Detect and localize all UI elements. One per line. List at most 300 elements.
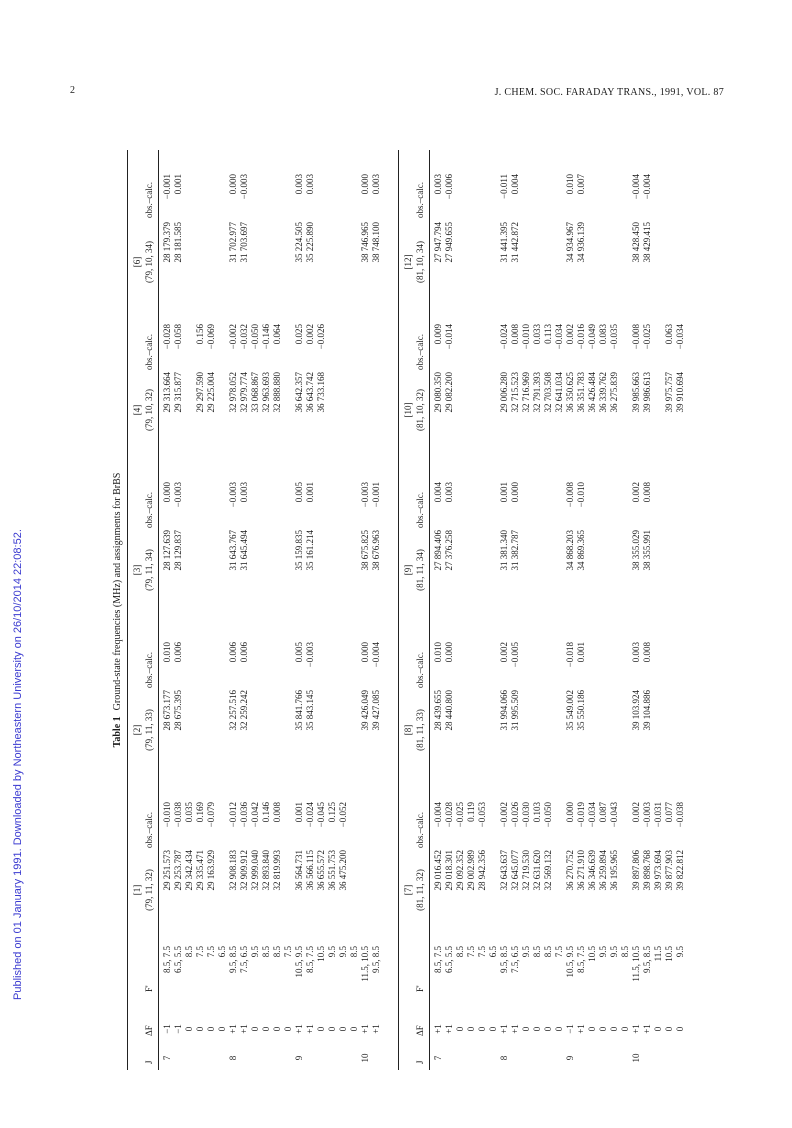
table-cell — [206, 1050, 217, 1066]
table-cell: 10 — [360, 1053, 370, 1063]
table-cell: +1 — [510, 1024, 520, 1034]
header-oc6: obs.–calc. — [144, 182, 154, 218]
table-caption — [112, 150, 123, 1070]
table-cell: 38 675.825 — [360, 530, 370, 571]
header-iso2-sub: (79, 11, 33) — [144, 709, 154, 751]
table-cell — [217, 530, 228, 610]
table-cell — [620, 530, 631, 610]
table-cell: 7.5 — [206, 946, 216, 958]
table-cell: 31 703.697 — [239, 222, 249, 263]
table-cell: −0.004 — [433, 802, 443, 828]
table-cell — [675, 222, 686, 302]
table-cell — [217, 372, 228, 450]
header-oc1: obs.–calc. — [144, 812, 154, 848]
table-cell: 0.006 — [173, 642, 183, 663]
table-cell: 8.5 — [261, 946, 271, 958]
table-cell — [653, 1050, 664, 1066]
table-cell: −0.038 — [675, 802, 685, 828]
table-cell — [455, 690, 466, 770]
table-cell: 0.001 — [173, 174, 183, 195]
table-cell — [360, 372, 371, 450]
header-j-b: J — [415, 1060, 425, 1064]
table-cell: 29 253.787 — [173, 850, 183, 891]
table-cell — [283, 530, 294, 610]
table-cell — [620, 850, 631, 930]
table-cell: 0.103 — [532, 802, 542, 823]
table-cell — [184, 690, 195, 770]
bottom-col-o7 — [433, 802, 686, 846]
table-cell: 29 016.452 — [433, 850, 443, 891]
top-col-o4 — [162, 324, 382, 368]
bottom-col-c8 — [433, 690, 686, 770]
table-cell — [250, 174, 261, 218]
table-cell: 39 898.768 — [642, 850, 652, 891]
table-cell: 35 159.835 — [294, 530, 304, 571]
table-cell: 36 564.731 — [294, 850, 304, 891]
table-cell — [653, 690, 664, 770]
table-cell — [543, 482, 554, 526]
table-cell — [543, 1050, 554, 1066]
table-cell: 36 270.752 — [565, 850, 575, 891]
table-cell — [521, 690, 532, 770]
table-cell: −0.043 — [609, 802, 619, 828]
table-cell: −1 — [173, 1024, 183, 1034]
table-cell: −0.010 — [162, 802, 172, 828]
table-cell — [664, 642, 675, 686]
rule-header-top — [158, 150, 159, 1070]
table-cell — [598, 482, 609, 526]
table-cell — [338, 174, 349, 218]
table-cell — [466, 690, 477, 770]
table-cell: 0 — [653, 1026, 663, 1032]
table-cell: 0 — [217, 1026, 227, 1032]
table-cell: 32 257.516 — [228, 690, 238, 731]
table-cell — [587, 174, 598, 218]
table-cell: 32 719.530 — [521, 850, 531, 891]
table-cell — [250, 222, 261, 302]
header-dF-b: ΔF — [415, 1025, 425, 1036]
table-cell — [250, 1050, 261, 1066]
table-cell: 7.5 — [477, 946, 487, 958]
table-cell — [521, 1050, 532, 1066]
table-cell: 0.156 — [195, 324, 205, 345]
table-cell: 32 978.052 — [228, 372, 238, 413]
table-cell — [327, 690, 338, 770]
table-cell: −0.026 — [316, 324, 326, 350]
table-cell — [327, 482, 338, 526]
table-cell: 32 569.132 — [543, 850, 553, 891]
table-cell — [554, 530, 565, 610]
table-cell: 38 676.963 — [371, 530, 381, 571]
table-cell — [261, 530, 272, 610]
table-cell: 29 225.004 — [206, 372, 216, 413]
table-cell: −0.011 — [499, 174, 509, 199]
table-cell — [305, 1050, 316, 1066]
table-cell: 34 868.203 — [565, 530, 575, 571]
table-cell: 7.5 — [466, 946, 476, 958]
top-col-o1 — [162, 802, 382, 846]
header-oc9: obs.–calc. — [415, 492, 425, 528]
table-cell — [466, 222, 477, 302]
table-cell — [620, 802, 631, 846]
top-col-c6 — [162, 222, 382, 302]
table-cell — [587, 690, 598, 770]
rule-header-bottom — [429, 150, 430, 1070]
table-cell — [532, 222, 543, 302]
table-cell — [477, 482, 488, 526]
table-cell: 36 350.625 — [565, 372, 575, 413]
table-cell: −0.025 — [642, 324, 652, 350]
table-cell — [206, 482, 217, 526]
table-cell — [576, 1050, 587, 1066]
table-cell: 0.000 — [444, 642, 454, 663]
table-cell — [184, 222, 195, 302]
table-cell — [338, 530, 349, 610]
table-cell: 39 975.757 — [664, 372, 674, 413]
table-cell — [664, 174, 675, 218]
table-cell — [488, 372, 499, 450]
table-cell: 6.5 — [488, 946, 498, 958]
table-cell — [488, 690, 499, 770]
table-cell — [184, 530, 195, 610]
table-cell: 36 551.753 — [327, 850, 337, 891]
table-cell: −0.002 — [499, 802, 509, 828]
page-number: 2 — [70, 85, 75, 96]
table-cell: 28 179.379 — [162, 222, 172, 263]
top-col-c3 — [162, 530, 382, 610]
table-cell: 0.125 — [327, 802, 337, 823]
top-col-o2 — [162, 642, 382, 686]
table-cell: 36 339.762 — [598, 372, 608, 413]
table-cell: 0 — [272, 1026, 282, 1032]
table-cell: −0.052 — [338, 802, 348, 828]
table-cell — [217, 1050, 228, 1066]
table-cell: 9.5 — [609, 946, 619, 958]
table-cell: 38 355.029 — [631, 530, 641, 571]
table-cell — [349, 690, 360, 770]
table-cell: 36 195.965 — [609, 850, 619, 891]
table-cell — [261, 1050, 272, 1066]
table-cell — [217, 802, 228, 846]
table-cell — [477, 174, 488, 218]
table-cell: 35 161.214 — [305, 530, 315, 571]
header-oc4: obs.–calc. — [144, 334, 154, 370]
table-cell — [477, 372, 488, 450]
header-iso10: [10] — [403, 402, 413, 418]
table-cell: 32 641.034 — [554, 372, 564, 413]
table-cell: 29 251.573 — [162, 850, 172, 891]
top-col-o6 — [162, 174, 382, 218]
table-cell: 31 995.509 — [510, 690, 520, 731]
table-cell: 32 631.620 — [532, 850, 542, 891]
table-cell: 29 163.929 — [206, 850, 216, 891]
header-oc8: obs.–calc. — [415, 652, 425, 688]
table-cell: 7.5 — [195, 946, 205, 958]
table-cell: −0.001 — [162, 174, 172, 200]
table-cell: 0.000 — [565, 802, 575, 823]
table-cell: 0.008 — [510, 324, 520, 345]
table-cell: −0.028 — [444, 802, 454, 828]
table-cell — [327, 1050, 338, 1066]
table-cell — [675, 530, 686, 610]
table-cell: 8.5, 7.5 — [162, 946, 172, 973]
table-cell: 8.5 — [349, 946, 359, 958]
table-cell — [477, 530, 488, 610]
table-cell — [195, 222, 206, 302]
table-cell — [316, 690, 327, 770]
table-cell — [664, 1050, 675, 1066]
table-cell — [283, 1050, 294, 1066]
table-cell: 8.5 — [272, 946, 282, 958]
table-cell: −0.003 — [305, 642, 315, 668]
table-cell: 8.5 — [543, 946, 553, 958]
table-cell: 35 550.186 — [576, 690, 586, 731]
table-cell: 36 275.839 — [609, 372, 619, 413]
body-bottom — [433, 150, 685, 1070]
table-cell — [184, 482, 195, 526]
header-iso7-sub: (81, 11, 32) — [415, 869, 425, 911]
table-cell: 38 748.100 — [371, 222, 381, 263]
table-cell: 28 181.585 — [173, 222, 183, 263]
table-cell: 0.003 — [371, 174, 381, 195]
table-cell: 6.5, 5.5 — [173, 946, 183, 973]
header-iso3-sub: (79, 11, 34) — [144, 549, 154, 591]
table-bottom-half — [399, 150, 685, 1070]
table-cell — [371, 802, 382, 846]
table-cell — [477, 642, 488, 686]
table-cell — [587, 1050, 598, 1066]
table-cell — [184, 1050, 195, 1066]
table-cell: 10.5, 9.5 — [294, 946, 304, 978]
bottom-col-c9 — [433, 530, 686, 610]
table-cell: 10.5 — [664, 946, 674, 962]
table-cell: 38 429.415 — [642, 222, 652, 263]
header-row-top — [128, 150, 158, 1070]
table-cell: 32 791.393 — [532, 372, 542, 413]
table-cell: 0.008 — [642, 642, 652, 663]
table-cell — [349, 850, 360, 930]
table-cell: 0 — [675, 1026, 685, 1032]
header-iso9: [9] — [403, 564, 413, 576]
table-cell: −0.006 — [444, 174, 454, 200]
table-cell: 9 — [565, 1055, 575, 1061]
header-dF: ΔF — [144, 1025, 154, 1036]
table-cell: −0.045 — [316, 802, 326, 828]
table-cell — [360, 802, 371, 846]
table-cell — [217, 850, 228, 930]
table-cell — [532, 530, 543, 610]
header-iso12: [12] — [403, 254, 413, 270]
table-cell: 0.000 — [360, 174, 370, 195]
table-cell: −0.032 — [239, 324, 249, 350]
table-cell: 27 376.258 — [444, 530, 454, 571]
table-cell: −0.069 — [206, 324, 216, 350]
table-cell: 0 — [532, 1026, 542, 1032]
table-cell — [217, 222, 228, 302]
table-cell: 36 642.357 — [294, 372, 304, 413]
table-cell: +1 — [360, 1024, 370, 1034]
table-cell: 0.003 — [239, 482, 249, 503]
table-cell: 9.5 — [598, 946, 608, 958]
table-cell: 29 313.664 — [162, 372, 172, 413]
header-F-b: F' — [415, 985, 425, 992]
table-cell — [283, 690, 294, 770]
table-cell: −0.005 — [510, 642, 520, 668]
header-iso8-sub: (81, 11, 33) — [415, 709, 425, 751]
table-cell — [488, 530, 499, 610]
top-col-dF — [162, 1016, 382, 1042]
table-cell — [206, 642, 217, 686]
table-cell: 31 382.787 — [510, 530, 520, 571]
table-cell — [620, 372, 631, 450]
header-iso1: [1] — [132, 884, 142, 896]
table-cell: 0.001 — [576, 642, 586, 663]
table-cell — [455, 324, 466, 368]
header-iso8: [8] — [403, 724, 413, 736]
table-cell: 31 381.340 — [499, 530, 509, 571]
table-cell: 8.5 — [620, 946, 630, 958]
table-cell: 11.5, 10.5 — [360, 946, 370, 982]
table-cell — [349, 324, 360, 368]
table-cell: 29 342.434 — [184, 850, 194, 891]
table-cell — [521, 642, 532, 686]
table-cell: −0.003 — [173, 482, 183, 508]
table-cell: 0.001 — [499, 482, 509, 503]
table-cell: 36 655.572 — [316, 850, 326, 891]
table-cell: −0.035 — [609, 324, 619, 350]
table-cell — [261, 174, 272, 218]
bottom-col-o8 — [433, 642, 686, 686]
table-cell: 10.5 — [587, 946, 597, 962]
table-cell: 9 — [294, 1055, 304, 1061]
table-cell — [272, 174, 283, 218]
table-cell — [195, 1050, 206, 1066]
bottom-col-c7 — [433, 850, 686, 930]
table-cell — [532, 1050, 543, 1066]
table-cell — [327, 642, 338, 686]
table-cell — [609, 222, 620, 302]
table-cell: 0 — [261, 1026, 271, 1032]
table-cell — [543, 690, 554, 770]
table-cell — [327, 222, 338, 302]
table-cell: 0 — [316, 1026, 326, 1032]
table-cell: 9.5, 8.5 — [371, 946, 381, 973]
table-cell — [488, 1050, 499, 1066]
table-cell: 7.5 — [554, 946, 564, 958]
table-cell: 36 733.168 — [316, 372, 326, 413]
table-cell: 29 080.350 — [433, 372, 443, 413]
table-cell — [349, 642, 360, 686]
table-cell — [620, 482, 631, 526]
table-cell — [609, 174, 620, 218]
table-cell — [184, 324, 195, 368]
table-cell: 0 — [664, 1026, 674, 1032]
table-cell — [642, 1050, 653, 1066]
table-cell — [532, 690, 543, 770]
running-head: J. CHEM. SOC. FARADAY TRANS., 1991, VOL. 87 — [494, 87, 724, 98]
table-cell: 35 225.890 — [305, 222, 315, 263]
table-cell: +1 — [642, 1024, 652, 1034]
table-cell: 8 — [228, 1055, 238, 1061]
table-cell: −0.008 — [565, 482, 575, 508]
table-cell: −0.034 — [675, 324, 685, 350]
table-cell: 31 994.066 — [499, 690, 509, 731]
table-cell: 0.001 — [294, 802, 304, 823]
table-cell: 0.087 — [598, 802, 608, 823]
table-cell: 0 — [349, 1026, 359, 1032]
table-cell: 29 315.877 — [173, 372, 183, 413]
table-cell — [316, 482, 327, 526]
table-cell: −0.003 — [239, 174, 249, 200]
header-iso3: [3] — [132, 564, 142, 576]
table-cell: 0 — [327, 1026, 337, 1032]
header-iso9-sub: (81, 11, 34) — [415, 549, 425, 591]
table-cell — [371, 1050, 382, 1066]
table-cell — [609, 1050, 620, 1066]
table-cell: 0.004 — [433, 482, 443, 503]
table-cell: −0.010 — [521, 324, 531, 350]
table-cell: 39 104.886 — [642, 690, 652, 731]
bottom-col-dF — [433, 1016, 686, 1042]
table-cell: 0.064 — [272, 324, 282, 345]
table-cell: 28 439.655 — [433, 690, 443, 731]
table-cell — [195, 530, 206, 610]
table-cell — [316, 222, 327, 302]
table-cell — [653, 174, 664, 218]
table-cell: 7 — [162, 1055, 172, 1061]
table-cell — [206, 530, 217, 610]
table-cell — [521, 222, 532, 302]
table-cell — [653, 222, 664, 302]
table-cell — [554, 482, 565, 526]
table-cell: 31 702.977 — [228, 222, 238, 263]
table-cell: 0.003 — [631, 642, 641, 663]
bottom-col-o9 — [433, 482, 686, 526]
table-cell — [371, 372, 382, 450]
header-iso10-sub: (81, 10, 32) — [415, 389, 425, 431]
table-cell — [554, 850, 565, 930]
table-cell — [360, 324, 371, 368]
table-cell: 39 822.812 — [675, 850, 685, 891]
table-cell — [620, 222, 631, 302]
table-cell: 11.5, 10.5 — [631, 946, 641, 982]
table-cell — [554, 1050, 565, 1066]
table-cell: 0.003 — [433, 174, 443, 195]
table-cell — [543, 174, 554, 218]
table-cell — [316, 1050, 327, 1066]
table-cell — [466, 482, 477, 526]
table-cell — [195, 690, 206, 770]
table-cell: 0 — [488, 1026, 498, 1032]
table-cell: 9.5, 8.5 — [642, 946, 652, 973]
table-cell — [609, 642, 620, 686]
table-cell: −0.024 — [305, 802, 315, 828]
table-cell: 9.5 — [327, 946, 337, 958]
table-cell — [554, 642, 565, 686]
header-oc7: obs.–calc. — [415, 812, 425, 848]
table-cell: 32 893.840 — [261, 850, 271, 891]
table-cell — [272, 530, 283, 610]
table-cell: 0 — [466, 1026, 476, 1032]
table-cell: 0.002 — [305, 324, 315, 345]
table-cell: −0.034 — [554, 324, 564, 350]
table-cell: 28 129.837 — [173, 530, 183, 571]
table-cell — [488, 850, 499, 930]
table-cell: 9.5 — [250, 946, 260, 958]
bottom-col-o12 — [433, 174, 686, 218]
table-cell: −0.003 — [642, 802, 652, 828]
table-cell: −0.042 — [250, 802, 260, 828]
